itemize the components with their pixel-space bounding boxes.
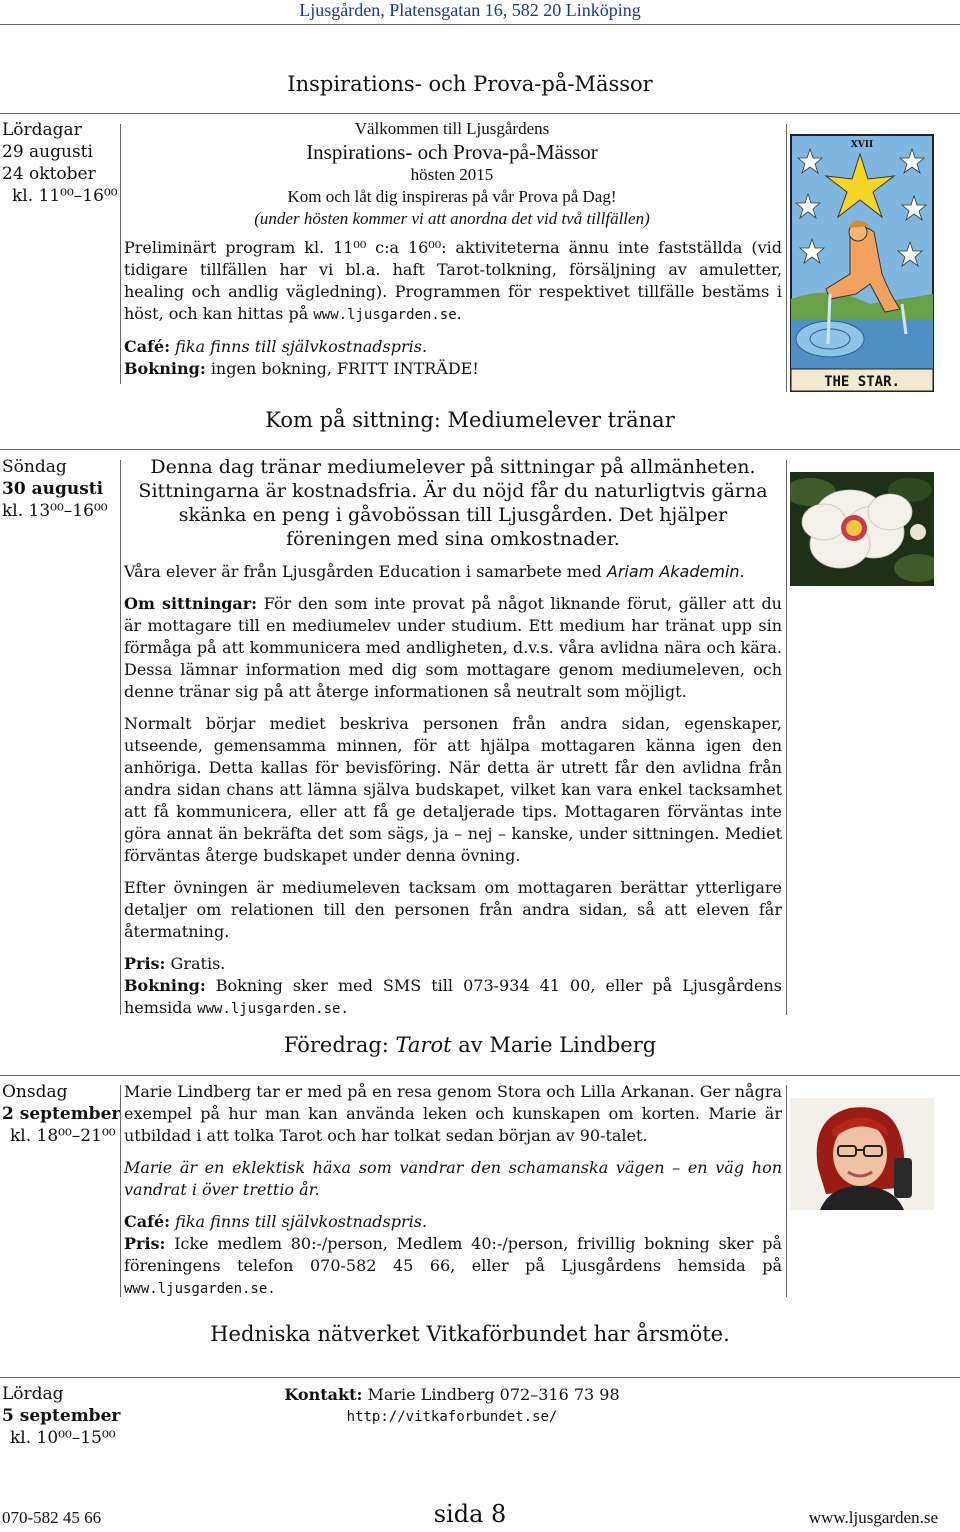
section-rule bbox=[0, 449, 960, 450]
contact-text: Marie Lindberg 072–316 73 98 bbox=[367, 1385, 620, 1404]
lecture-body bbox=[124, 1081, 782, 1300]
section-title-sitting: Kom på sittning: Mediumelever tränar bbox=[265, 408, 675, 432]
column-rule bbox=[786, 460, 787, 1015]
mass-intro bbox=[124, 118, 780, 230]
price-label: Pris: bbox=[124, 954, 166, 973]
star-tarot-card-image bbox=[790, 134, 934, 392]
column-rule bbox=[786, 1085, 787, 1297]
price-text: Gratis. bbox=[170, 954, 226, 973]
section-rule bbox=[0, 113, 960, 114]
date-2: 24 oktober bbox=[2, 164, 96, 184]
meeting-contact bbox=[124, 1383, 780, 1429]
section-title-meeting: Hedniska nätverket Vitkaförbundet har årsmöte. bbox=[210, 1322, 730, 1346]
lecture-title-c: av Marie Lindberg bbox=[451, 1033, 657, 1057]
cafe-label: Café: bbox=[124, 337, 171, 356]
event-date-lecture bbox=[2, 1081, 120, 1147]
footer-phone: 070-582 45 66 bbox=[2, 1508, 102, 1527]
column-rule bbox=[786, 124, 787, 392]
lecture-title-a: Föredrag: bbox=[283, 1033, 396, 1057]
date-1: 2 september bbox=[2, 1104, 121, 1124]
booking-label: Bokning: bbox=[124, 359, 206, 378]
booking-url[interactable]: www.ljusgarden.se. bbox=[197, 1001, 349, 1017]
price-text: Icke medlem 80:-/person, Medlem 40:-/person, frivillig bokning sker på föreningens telefon 070-582 45 66, eller på Ljusgårdens hemsida på bbox=[124, 1234, 782, 1275]
section-rule bbox=[0, 1075, 960, 1076]
academy-name: Ariam Akademin bbox=[606, 562, 740, 581]
date-time: kl. 18⁰⁰–21⁰⁰ bbox=[10, 1126, 116, 1146]
students-text: Våra elever är från Ljusgården Education i samarbete med bbox=[124, 562, 602, 581]
date-day: Lördag bbox=[2, 1384, 64, 1404]
header-address: , Platensgatan 16, 582 20 Linköping bbox=[380, 0, 641, 20]
about-label: Om sittningar: bbox=[124, 594, 258, 613]
lecture-paragraph-1: Marie Lindberg tar er med på en resa genom Stora och Lilla Arkanan. Ger några exempel på hur man kan använda leken och kunskapen om korten. Marie är utbildad i att tolka Tarot och har tolkat sedan början av 90-talet. bbox=[124, 1082, 782, 1145]
column-rule bbox=[120, 1085, 121, 1297]
footer-site[interactable]: www.ljusgarden.se bbox=[808, 1508, 938, 1527]
card-numeral: XVII bbox=[850, 140, 874, 150]
date-1: 29 augusti bbox=[2, 142, 93, 162]
header-rule bbox=[0, 24, 960, 25]
cafe-text: fika finns till självkostnadspris. bbox=[175, 1212, 428, 1231]
flower-photo bbox=[790, 472, 934, 586]
column-rule bbox=[120, 460, 121, 1015]
program-url[interactable]: www.ljusgarden.se bbox=[313, 307, 457, 323]
section-title-lecture bbox=[0, 1033, 940, 1057]
sitting-body: Våra elever är från Ljusgården Education i samarbete med Ariam Akademin. Om sittningar: För den som inte provat på något liknande förut, gäller att du är mottagare till en mediumelev under studium. Ett medium har tränat upp sin förmåga på att kommunicera med andligheten, d.v.s. våra avlidna nära och kära. Dessa lämnar information med dig som mottagare genom mediumeleven, och denne tränar sig på att återge informationen så neutralt som möjligt. Normalt börjar mediet beskriva personen från andra sidan, egenskaper, utseende, gemensamma minnen, för att hjälpa mottagaren känna igen den anhöriga. Detta kallas för bevisföring. När detta är utrett får den avlidna från andra sidan chans att lämna själva budskapet, vilket kan vara enkel tacksamhet att få kommunicera, eller att få ge detaljerade tips. Mottagaren förväntas inte göra annat än bekräfta det som sägs, ja – nej – kanske, under sittningen. Mediet förväntas återge budskapet under denna övning. Efter övningen är mediumeleven tacksam om mottagaren berättar ytterligare detaljer om relationen till den personen från andra sidan, så att eleven får återmatning. Pris: Gratis. Bokning: Bokning sker med SMS till 073-934 41 00, eller på Ljusgårdens hemsida www.ljusgarden.se. bbox=[124, 562, 782, 1017]
mass-body: Preliminärt program kl. 11⁰⁰ c:a 16⁰⁰: aktiviteterna ännu inte fastställda (vid tidigare tillfällen har vi bl.a. haft Tarot-tolkning, försäljning av amuletter, healing och andlig vägledning). Programmen för respektivet tillfälle bestäms i höst, och kan hittas på www.ljusgarden.se. Café: fika finns till självkostnadspris. Bokning: ingen bokning, FRITT INTRÄDE! bbox=[124, 238, 782, 378]
lecture-url[interactable]: www.ljusgarden.se. bbox=[124, 1281, 276, 1297]
lecture-paragraph-2: Marie är en eklektisk häxa som vandrar den schamanska vägen – en väg hon vandrat i över trettio år. bbox=[124, 1158, 782, 1199]
sitting-paragraph-2: Normalt börjar mediet beskriva personen från andra sidan, egenskaper, utseende, gemensamma minnen, för att hjälpa mottagaren känna igen den anhöriga. Detta kallas för bevisföring. När detta är utrett får den avlidna från andra sidan chans att lämna själva budskapet, vilket kan vara enkel tacksamhet att få kommunicera, eller att få ge detaljerade tips. Mottagaren förväntas inte göra annat än bekräfta det som sägs, ja – nej – kanske, under sittningen. Mediet förväntas återge budskapet under denna övning. bbox=[124, 714, 782, 865]
cafe-text: fika finns till självkostnadspris. bbox=[175, 337, 428, 356]
event-date-sitting bbox=[2, 456, 108, 522]
column-rule bbox=[120, 124, 121, 384]
booking-label: Bokning: bbox=[124, 976, 206, 995]
program-text: Preliminärt program kl. 11⁰⁰ c:a 16⁰⁰: aktiviteterna ännu inte fastställda (vid tidigare tillfällen har vi bl.a. haft Tarot-tolkning, försäljning av amuletter, healing och andlig vägledning). Programmen för respektivet tillfälle bestäms i höst, och kan hittas på bbox=[124, 238, 782, 323]
date-time: kl. 13⁰⁰–16⁰⁰ bbox=[2, 501, 108, 521]
date-day: Onsdag bbox=[2, 1082, 68, 1102]
page-header bbox=[0, 0, 940, 21]
date-time: kl. 10⁰⁰–15⁰⁰ bbox=[10, 1428, 116, 1448]
event-date-meeting bbox=[2, 1383, 120, 1449]
sitting-paragraph-3: Efter övningen är mediumeleven tacksam om mottagaren berättar ytterligare detaljer om relationen till den personen från andra sidan, så att eleven får återmatning. bbox=[124, 878, 782, 941]
sitting-lead: Denna dag tränar mediumelever på sittningar på allmänheten. Sittningarna är kostnadsfria. Är du nöjd får du naturligtvis gärna skänka en peng i gåvobössan till Ljusgården. Det hjälper föreningen med sina omkostnader. bbox=[138, 456, 768, 550]
price-label: Pris: bbox=[124, 1234, 166, 1253]
invite-text: Kom och låt dig inspireras på vår Prova på Dag! bbox=[287, 187, 617, 206]
booking-text: ingen bokning, FRITT INTRÄDE! bbox=[210, 359, 479, 378]
event-date-mass bbox=[2, 119, 118, 207]
season-text: hösten 2015 bbox=[410, 165, 494, 184]
booking-text: Bokning sker med SMS till 073-934 41 00, eller på Ljusgårdens hemsida bbox=[124, 976, 782, 1017]
note-text: (under hösten kommer vi att anordna det vid två tillfällen) bbox=[254, 209, 650, 228]
event-name: Inspirations- och Prova-på-Mässor bbox=[306, 140, 598, 164]
contact-label: Kontakt: bbox=[284, 1385, 363, 1404]
cafe-label: Café: bbox=[124, 1212, 171, 1231]
lecture-title-b: Tarot bbox=[395, 1033, 452, 1057]
meeting-url[interactable]: http://vitkaforbundet.se/ bbox=[346, 1409, 558, 1425]
date-time: kl. 11⁰⁰–16⁰⁰ bbox=[12, 186, 118, 206]
section-rule bbox=[0, 1377, 960, 1378]
date-day: Söndag bbox=[2, 457, 67, 477]
section-title-mass: Inspirations- och Prova-på-Mässor bbox=[287, 72, 653, 96]
header-title: Ljusgården bbox=[299, 0, 381, 20]
card-caption: THE STAR. bbox=[824, 374, 900, 390]
date-1: 30 augusti bbox=[2, 479, 104, 499]
about-text: För den som inte provat på något liknande förut, gäller att du är mottagare till en mediumelev under studium. Ett medium har tränat upp sin förmåga på att kommunicera med andligheten, d.v.s. våra avlidna nära och kära. Dessa lämnar information med dig som mottagare genom mediumeleven, och denne tränar sig på att återge informationen så neutralt som möjligt. bbox=[124, 594, 782, 701]
date-1: 5 september bbox=[2, 1406, 121, 1426]
date-day: Lördagar bbox=[2, 120, 82, 140]
footer-page-number: sida 8 bbox=[433, 1500, 507, 1528]
marie-lindberg-portrait bbox=[790, 1098, 934, 1210]
welcome-text: Välkommen till Ljusgårdens bbox=[354, 119, 550, 138]
